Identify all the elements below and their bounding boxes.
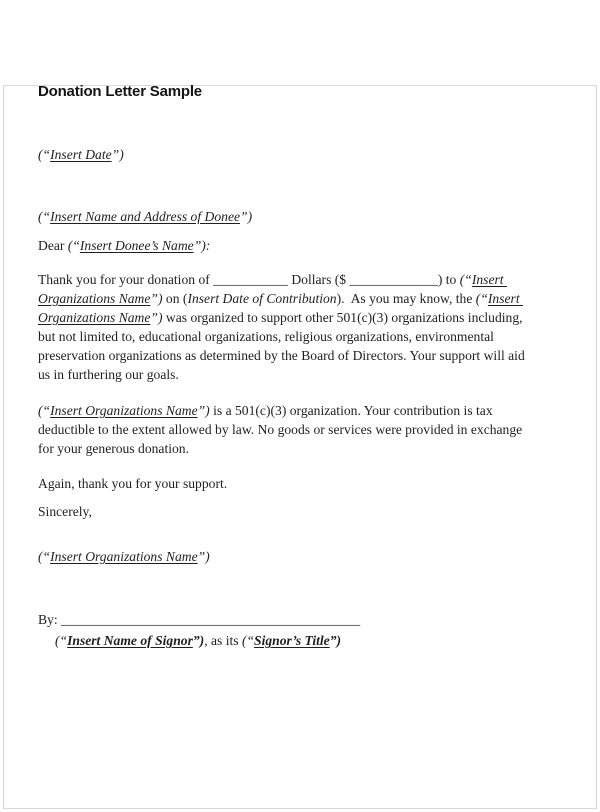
- paragraph-text: , as its: [204, 633, 242, 648]
- signor-name-placeholder: Insert Name of Signor: [67, 633, 193, 648]
- close-quote-paren: ”): [111, 147, 124, 162]
- closing-text: Sincerely,: [38, 504, 92, 519]
- paragraph-text: on (: [162, 291, 188, 306]
- organization-name-placeholder: Insert Organizations Name: [38, 272, 507, 306]
- salutation-line: [38, 236, 532, 255]
- body-paragraph-1: [38, 270, 532, 384]
- organization-name-placeholder: Insert Organizations Name: [50, 403, 198, 418]
- donee-name-placeholder: Insert Donee’s Name: [79, 238, 194, 253]
- donation-letter-page: [0, 82, 600, 650]
- paragraph-text: ) to: [437, 272, 460, 287]
- body-paragraph-2: [38, 401, 532, 458]
- paragraph-text: is a 501(c)(3) organization. Your contribution is tax deductible to the extent allowed by law. No goods or services were provided in exchange for your generous donation.: [38, 403, 526, 456]
- open-paren-quote: (“: [38, 147, 51, 162]
- letter-title: Donation Letter Sample: [38, 83, 202, 100]
- by-label: By:: [38, 612, 62, 627]
- close-quote-paren: ”): [197, 403, 210, 418]
- open-paren-quote: (“: [38, 209, 51, 224]
- paragraph-text: was organized to support other 501(c)(3) organizations including, but not limited to, educational organizations, religious organizations, environmental preservation organizations as determined by the Board of Directors. Your support will aid us in furthering our goals.: [38, 310, 529, 382]
- open-paren-quote: (“: [475, 291, 488, 306]
- body-paragraph-3: [38, 474, 532, 493]
- paragraph-text: ). As you may know, the: [336, 291, 476, 306]
- open-paren-quote: (“: [38, 403, 51, 418]
- close-quote-paren: ”): [240, 209, 253, 224]
- open-paren-quote: (“: [55, 633, 68, 648]
- close-quote-paren: ”): [150, 310, 163, 325]
- open-paren-quote: (“: [38, 549, 51, 564]
- donee-address-line: [38, 207, 532, 226]
- donee-address-placeholder: Insert Name and Address of Donee: [50, 209, 241, 224]
- signor-title-placeholder: Signor’s Title: [254, 633, 330, 648]
- insert-date-placeholder: Insert Date: [50, 147, 112, 162]
- salutation-lead: Dear: [38, 238, 68, 253]
- contribution-date-placeholder: Insert Date of Contribution: [187, 291, 337, 306]
- close-quote-paren: ”): [197, 549, 210, 564]
- close-quote-paren: ”): [192, 633, 205, 648]
- signature-blank-line: ____________________________________________: [61, 612, 361, 627]
- close-quote-paren: ”): [150, 291, 163, 306]
- signature-organization-line: [38, 547, 532, 566]
- amount-words-blank: ___________: [213, 272, 288, 287]
- closing-line: [38, 502, 532, 521]
- insert-date-line: [38, 145, 532, 164]
- paragraph-text: Thank you for your donation of: [38, 272, 214, 287]
- close-quote-paren: ”): [329, 633, 342, 648]
- open-paren-quote: (“: [459, 272, 472, 287]
- organization-name-placeholder: Insert Organizations Name: [38, 291, 524, 325]
- signor-line: [38, 631, 532, 650]
- by-line: [38, 610, 532, 629]
- close-quote-paren: ”):: [193, 238, 211, 253]
- paragraph-text: Dollars ($: [287, 272, 350, 287]
- organization-name-placeholder: Insert Organizations Name: [50, 549, 198, 564]
- open-paren-quote: (“: [67, 238, 80, 253]
- open-paren-quote: (“: [241, 633, 255, 648]
- paragraph-text: Again, thank you for your support.: [38, 476, 228, 491]
- amount-figures-blank: _____________: [349, 272, 438, 287]
